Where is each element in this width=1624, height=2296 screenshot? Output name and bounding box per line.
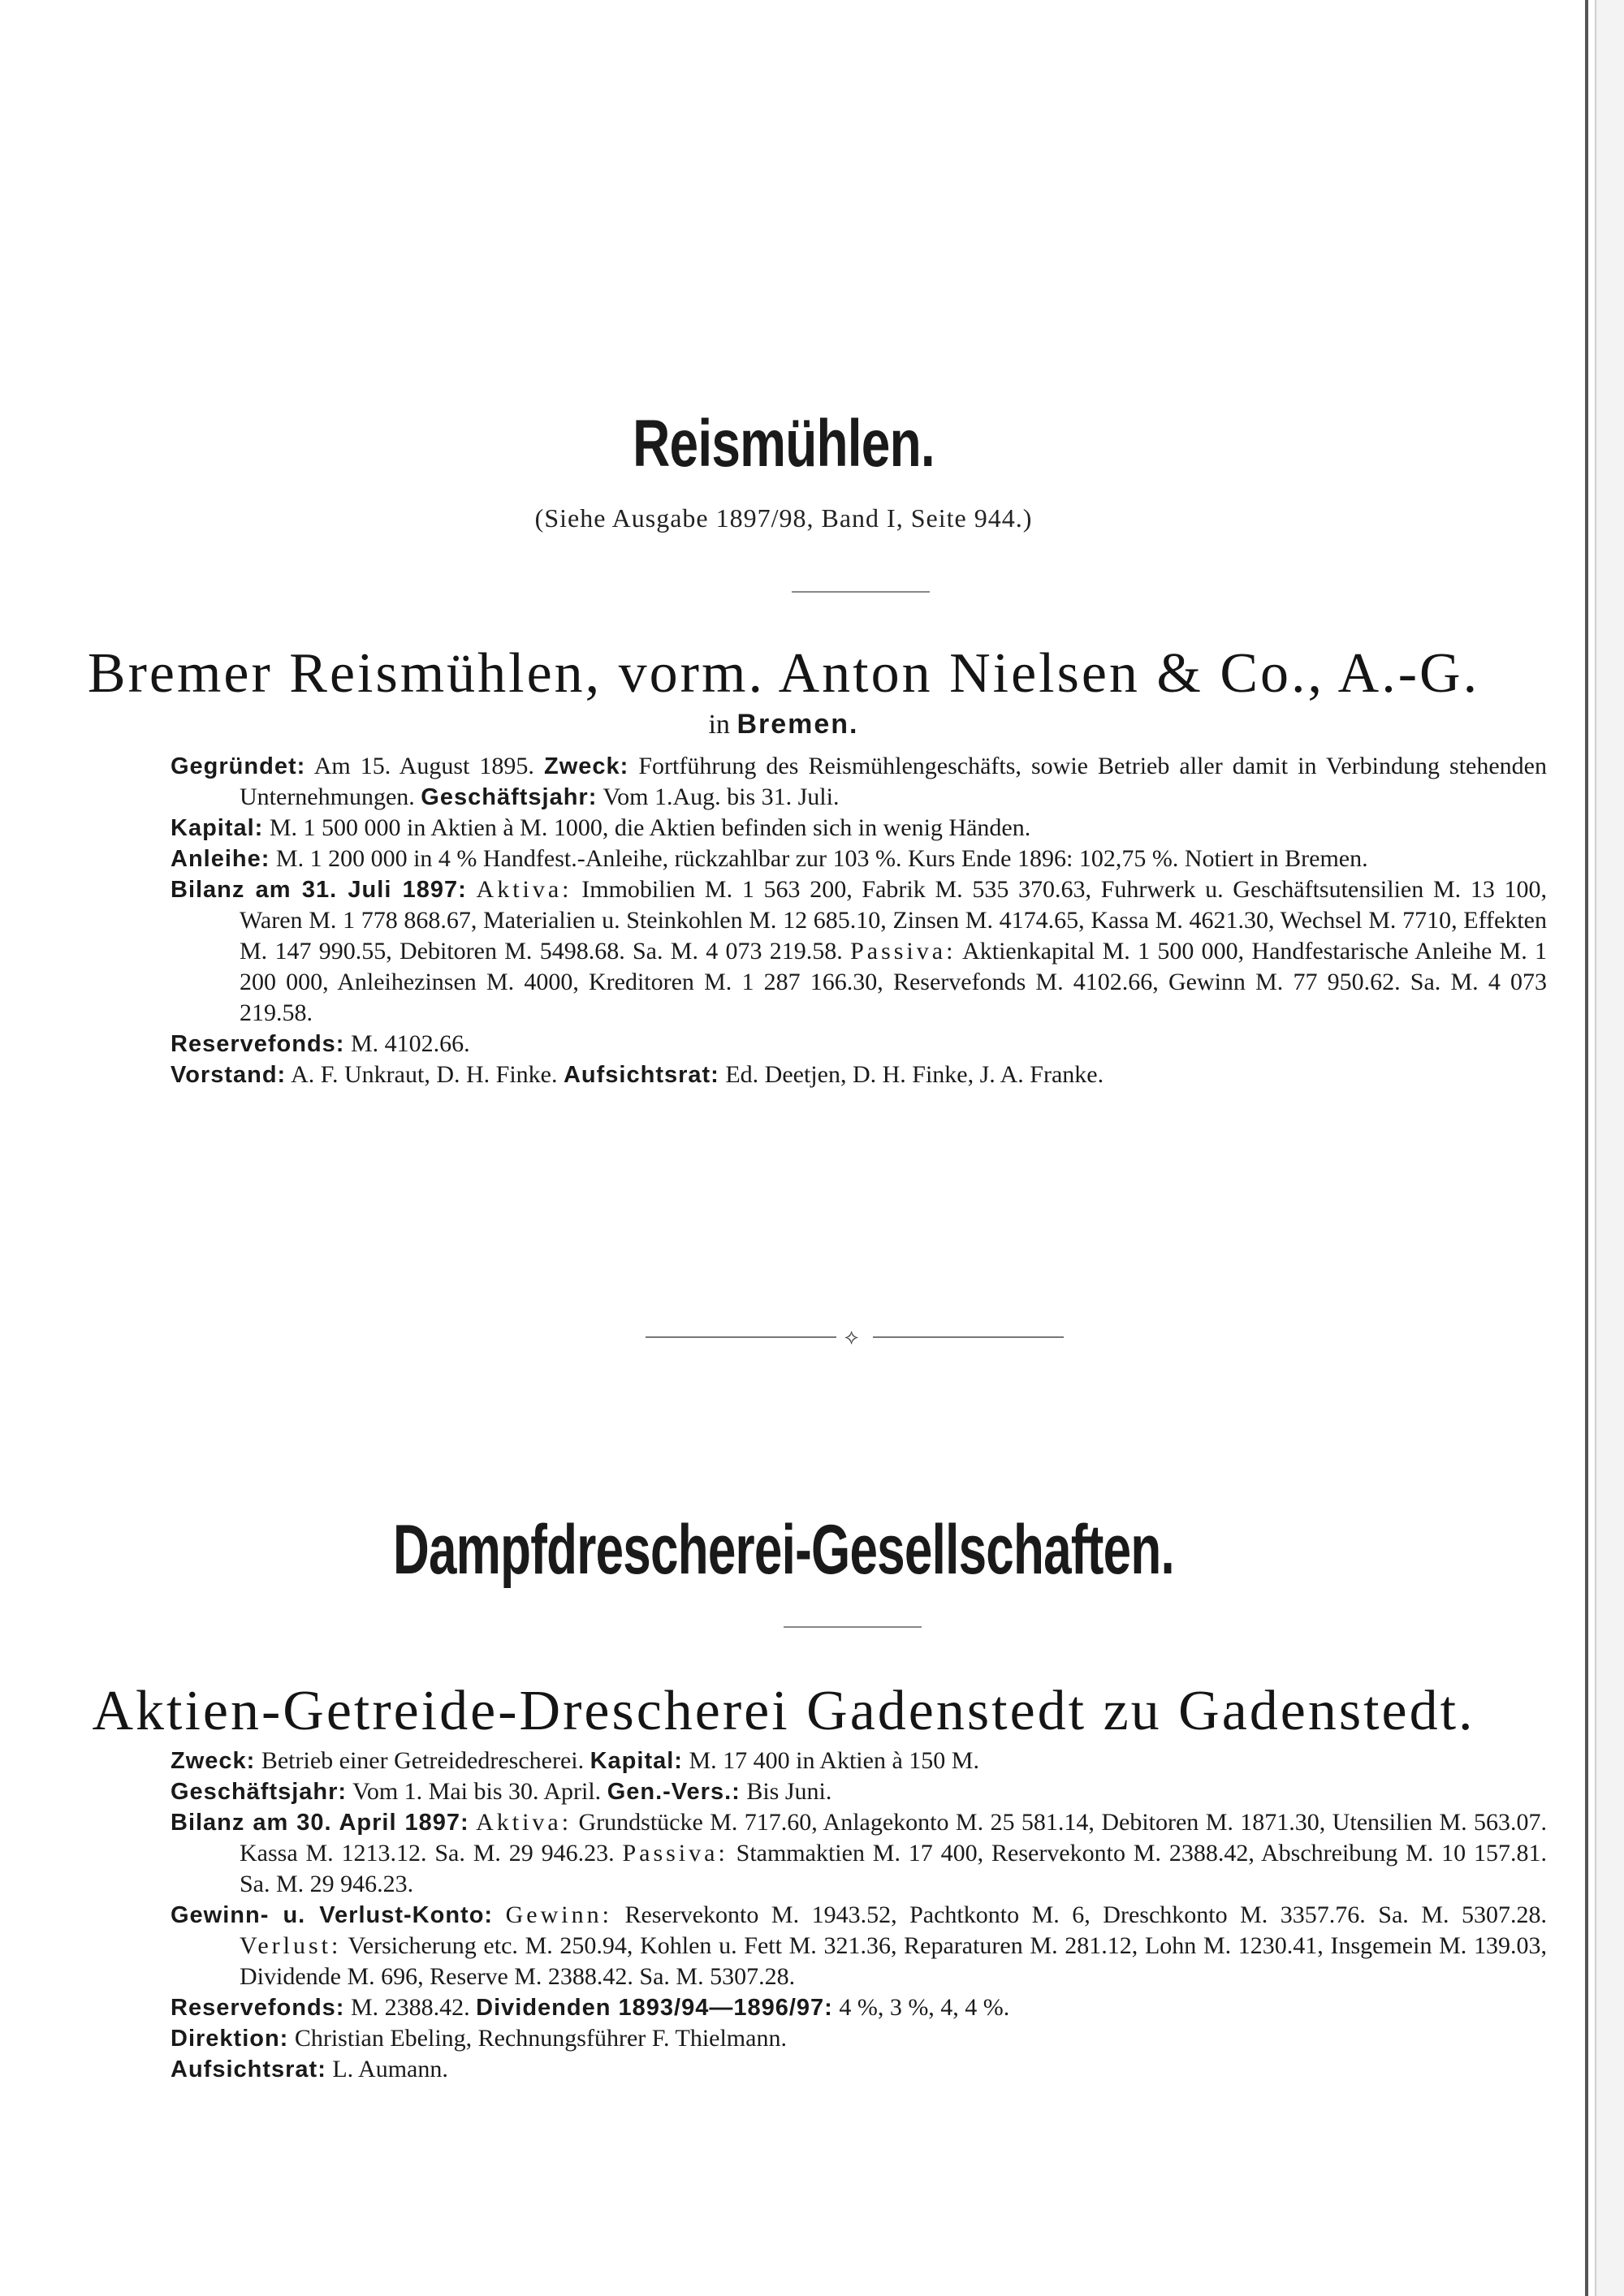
text-geschaeftsjahr: Vom 1. Mai bis 30. April. — [352, 1778, 602, 1805]
text-kapital: M. 17 400 in Aktien à 150 M. — [689, 1747, 979, 1774]
ornament-line-right — [873, 1336, 1064, 1338]
entry-direktion — [171, 2023, 1547, 2054]
text-verlust: Versicherung etc. M. 250.94, Kohlen u. Fett M. 321.36, Reparaturen M. 281.12, Lohn M. 1230.41, Insgemein M. 139.03, Dividende M. 696, Reserve M. 2388.42. Sa. M. 5307.28. — [240, 1932, 1547, 1990]
label-kapital: Kapital: — [590, 1748, 683, 1774]
entry-aufsichtsrat — [171, 2054, 1547, 2085]
label-guv: Gewinn- u. Verlust-Konto: — [171, 1902, 494, 1928]
word-aktiva: Aktiva: — [476, 1809, 572, 1836]
page-edge-rule — [1585, 0, 1588, 2296]
city-prefix: in — [708, 710, 730, 740]
text-anleihe: M. 1 200 000 in 4 % Handfest.-Anleihe, rückzahlbar zur 103 %. Kurs Ende 1896: 102,75 %. Notiert in Bremen. — [275, 845, 1368, 872]
divider-short — [792, 591, 930, 593]
entry-guv — [171, 1900, 1547, 1992]
label-bilanz: Bilanz am 30. April 1897: — [171, 1810, 469, 1836]
label-zweck: Zweck: — [171, 1748, 256, 1774]
entry-bilanz — [171, 874, 1547, 1029]
text-dividenden: 4 %, 3 %, 4, 4 %. — [839, 1994, 1010, 2021]
word-gewinn: Gewinn: — [505, 1901, 612, 1928]
entry-reserve-dividenden — [171, 1992, 1547, 2023]
text-gegruendet: Am 15. August 1895. — [313, 753, 534, 779]
entry-geschaeftsjahr — [171, 1776, 1547, 1807]
label-geschaeftsjahr: Geschäftsjahr: — [171, 1779, 348, 1805]
company2-details — [171, 1746, 1547, 2085]
label-direktion: Direktion: — [171, 2026, 289, 2052]
text-reservefonds: M. 4102.66. — [350, 1030, 470, 1057]
word-passiva: Passiva: — [850, 938, 957, 965]
text-vorstand: A. F. Unkraut, D. H. Finke. — [291, 1061, 558, 1088]
section-title-dampfdrescherei: Dampfdrescherei-Gesellschaften. — [393, 1511, 1174, 1589]
entry-zweck — [171, 1746, 1547, 1776]
text-direktion: Christian Ebeling, Rechnungsführer F. Thielmann. — [294, 2025, 787, 2052]
label-vorstand: Vorstand: — [171, 1062, 287, 1088]
entry-vorstand — [171, 1060, 1547, 1090]
section-title-reismuehlen: Reismühlen. — [633, 407, 935, 481]
company-title-bremer: Bremer Reismühlen, vorm. Anton Nielsen & Co., A.-G. — [87, 642, 1480, 705]
text-passiva: Stammaktien M. 17 400, Reservekonto M. 2388.42, Abschreibung M. 10 157.81. Sa. M. 29 946.23. — [240, 1840, 1548, 1897]
word-passiva: Passiva: — [622, 1840, 728, 1867]
text-aufsichtsrat: L. Aumann. — [332, 2056, 448, 2082]
label-dividenden: Dividenden 1893/94—1896/97: — [476, 1995, 833, 2021]
entry-anleihe — [171, 844, 1547, 874]
label-aufsichtsrat: Aufsichtsrat: — [171, 2056, 326, 2082]
text-zweck: Betrieb einer Getreidedrescherei. — [261, 1747, 585, 1774]
entry-reservefonds — [171, 1029, 1547, 1060]
company-city — [0, 709, 1567, 740]
section-note: (Siehe Ausgabe 1897/98, Band I, Seite 944.) — [534, 503, 1033, 533]
text-kapital: M. 1 500 000 in Aktien à M. 1000, die Aktien befinden sich in wenig Händen. — [269, 814, 1031, 841]
label-aufsichtsrat: Aufsichtsrat: — [563, 1062, 719, 1088]
city-name: Bremen. — [736, 709, 859, 740]
label-zweck: Zweck: — [543, 753, 629, 779]
entry-gegruendet — [171, 751, 1547, 813]
label-kapital: Kapital: — [171, 815, 264, 841]
label-reservefonds: Reservefonds: — [171, 1995, 345, 2021]
company-title-gadenstedt: Aktien-Getreide-Drescherei Gadenstedt zu Gadenstedt. — [92, 1680, 1475, 1742]
text-passiva: Aktienkapital M. 1 500 000, Handfestarische Anleihe M. 1 200 000, Anleihezinsen M. 4000, Kreditoren M. 1 287 166.30, Reservefonds M. 4102.66, Gewinn M. 77 950.62. Sa. M. 4 073 219.58. — [240, 938, 1547, 1026]
divider-short-2 — [784, 1626, 922, 1628]
entry-bilanz — [171, 1807, 1547, 1900]
text-zweck: Fortführung des Reismühlengeschäfts, sowie Betrieb aller damit in Verbindung stehenden Unternehmungen. — [240, 753, 1547, 810]
label-gegruendet: Gegründet: — [171, 753, 306, 779]
label-geschaeftsjahr: Geschäftsjahr: — [421, 784, 598, 810]
text-genvers: Bis Juni. — [746, 1778, 832, 1805]
text-aktiva: Immobilien M. 1 563 200, Fabrik M. 535 370.63, Fuhrwerk u. Geschäftsutensilien M. 13 100, Waren M. 1 778 868.67, Materialien u. Steinkohlen M. 12 685.10, Zinsen M. 4174.65, Kassa M. 4621.30, Wechsel M. 7710, Effekten M. 147 990.55, Debitoren M. 5498.68. Sa. M. 4 073 219.58. — [240, 876, 1548, 965]
ornament-icon: ⟡ — [844, 1325, 859, 1349]
text-aufsichtsrat: Ed. Deetjen, D. H. Finke, J. A. Franke. — [725, 1061, 1104, 1088]
page-margin-edge — [1595, 0, 1624, 2296]
entry-kapital — [171, 813, 1547, 844]
label-bilanz: Bilanz am 31. Juli 1897: — [171, 877, 467, 903]
word-aktiva: Aktiva: — [476, 876, 572, 903]
word-verlust: Verlust: — [240, 1932, 342, 1959]
company1-details — [171, 751, 1547, 1090]
text-aktiva: Grundstücke M. 717.60, Anlagekonto M. 25 581.14, Debitoren M. 1871.30, Utensilien M. 563.07. Kassa M. 1213.12. Sa. M. 29 946.23. — [240, 1809, 1548, 1867]
label-reservefonds: Reservefonds: — [171, 1031, 345, 1057]
text-gewinn: Reservekonto M. 1943.52, Pachtkonto M. 6, Dreschkonto M. 3357.76. Sa. M. 5307.28. — [624, 1901, 1548, 1928]
text-reservefonds: M. 2388.42. — [350, 1994, 470, 2021]
label-genvers: Gen.-Vers.: — [607, 1779, 741, 1805]
text-geschaeftsjahr: Vom 1.Aug. bis 31. Juli. — [603, 783, 840, 810]
ornament-line-left — [646, 1336, 836, 1338]
label-anleihe: Anleihe: — [171, 846, 270, 872]
